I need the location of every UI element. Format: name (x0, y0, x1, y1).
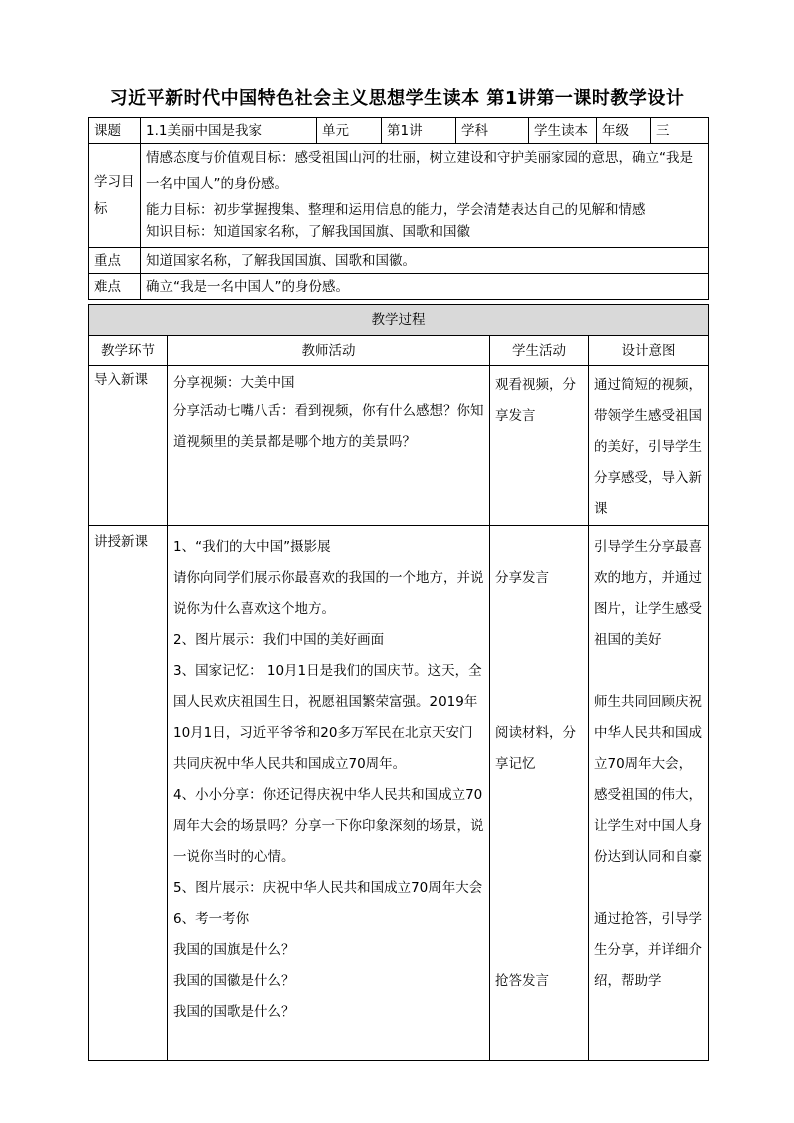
new-teacher (168, 526, 490, 1061)
intro-intent: 通过简短的视频，带领学生感受祖国的美好，引导学生分享感受，导入新课 (589, 366, 709, 526)
col-intent: 设计意图 (589, 336, 709, 366)
topic-label: 课题 (89, 118, 141, 144)
col-teacher: 教师活动 (168, 336, 490, 366)
goal-emotion: 情感态度与价值观目标：感受祖国山河的壮丽，树立建设和守护美丽家园的意思，确立“我是一名中国人”的身份感。 (146, 150, 693, 192)
new-student-activity: 分享发言 (495, 570, 549, 586)
goals-label: 学习目标 (89, 144, 141, 248)
difficulty-text: 确立“我是一名中国人”的身份感。 (141, 274, 709, 300)
new-intent-text: 师生共同回顾庆祝中华人民共和国成立70周年大会，感受祖国的伟大，让学生对中国人身份达到认同和自豪 (594, 694, 702, 865)
goals-content (141, 144, 709, 248)
new-intent-text: 通过抢答，引导学生分享，并详细介绍，帮助学 (594, 911, 702, 989)
new-teacher-line: 1、“我们的大中国”摄影展 (173, 539, 331, 555)
col-student: 学生活动 (490, 336, 589, 366)
new-intent-text: 引导学生分享最喜欢的地方，并通过图片，让学生感受祖国的美好 (594, 539, 702, 648)
intro-teacher-line: 分享视频：大美中国 (173, 375, 295, 391)
grade-label: 年级 (597, 118, 651, 144)
key-point-text: 知道国家名称，了解我国国旗、国歌和国徽。 (141, 248, 709, 274)
new-teacher-line: 5、图片展示：庆祝中华人民共和国成立70周年大会 (173, 880, 483, 896)
new-student-activity: 抢答发言 (495, 973, 549, 989)
col-stage: 教学环节 (89, 336, 168, 366)
intro-teacher (168, 366, 490, 526)
grade-value: 三 (651, 118, 709, 144)
page-title: 习近平新时代中国特色社会主义思想学生读本 第1讲第一课时教学设计 (109, 88, 685, 109)
goal-ability: 能力目标：初步掌握搜集、整理和运用信息的能力，学会清楚表达自己的见解和情感 (146, 202, 646, 218)
new-intent (589, 526, 709, 1061)
new-teacher-line: 我国的国徽是什么？ (173, 973, 295, 989)
new-teacher-line: 6、考一考你 (173, 911, 250, 927)
difficulty-label: 难点 (89, 274, 141, 300)
new-teacher-line: 我国的国歌是什么？ (173, 1004, 295, 1020)
intro-teacher-line: 分享活动七嘴八舌：看到视频，你有什么感想？你知道视频里的美景都是哪个地方的美景吗？ (173, 403, 484, 450)
intro-stage: 导入新课 (89, 366, 168, 526)
new-stage: 讲授新课 (89, 526, 168, 1061)
unit-label: 单元 (317, 118, 382, 144)
subject-value: 学生读本 (529, 118, 597, 144)
process-header: 教学过程 (89, 305, 709, 336)
goal-knowledge: 知识目标：知道国家名称，了解我国国旗、国歌和国徽 (146, 224, 470, 240)
key-point-label: 重点 (89, 248, 141, 274)
new-teacher-line: 4、小小分享：你还记得庆祝中华人民共和国成立70周年大会的场景吗？分享一下你印象深刻的场景，说一说你当时的心情。 (173, 787, 484, 865)
intro-student: 观看视频，分享发言 (490, 366, 589, 526)
new-student-activity: 阅读材料，分享记忆 (495, 725, 576, 772)
new-student (490, 526, 589, 1061)
info-table (88, 117, 709, 300)
process-table (88, 304, 709, 1061)
new-teacher-line: 3、国家记忆： 10月1日是我们的国庆节。这天，全国人民欢庆祖国生日，祝愿祖国繁荣富强。2019年10月1日，习近平爷爷和20多万军民在北京天安门共同庆祝中华人民共和国成立70周年。 (173, 663, 482, 772)
new-teacher-line: 2、图片展示：我们中国的美好画面 (173, 632, 385, 648)
unit-value: 第1讲 (382, 118, 456, 144)
new-teacher-line: 请你向同学们展示你最喜欢的我国的一个地方，并说说你为什么喜欢这个地方。 (173, 570, 484, 617)
topic-value: 1.1美丽中国是我家 (141, 118, 317, 144)
subject-label: 学科 (456, 118, 529, 144)
new-teacher-line: 我国的国旗是什么？ (173, 942, 295, 958)
